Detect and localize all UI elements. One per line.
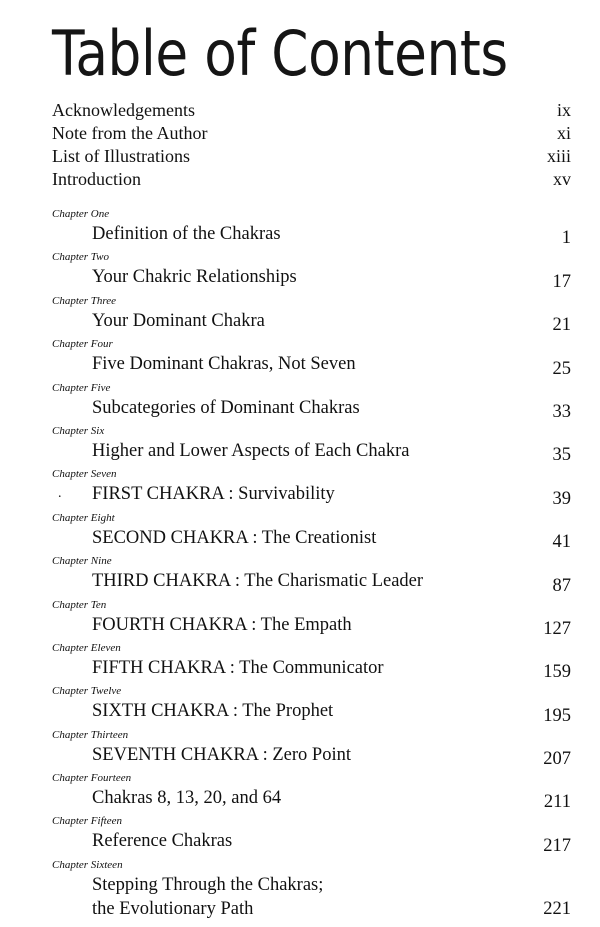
chapter-entry bbox=[52, 814, 571, 857]
chapter-entry bbox=[52, 771, 571, 814]
chapter-label: Chapter Thirteen bbox=[52, 728, 129, 741]
chapter-entry bbox=[52, 337, 571, 380]
entry-page: xi bbox=[556, 123, 571, 143]
entry-title: List of Illustrations bbox=[52, 146, 190, 166]
chapter-entry bbox=[52, 294, 571, 337]
chapter-entry bbox=[52, 728, 571, 771]
chapter-page: 207 bbox=[543, 749, 571, 770]
chapter-page: 41 bbox=[552, 532, 571, 553]
chapter-label: Chapter Eight bbox=[52, 511, 115, 524]
chapter-title: Your Chakric Relationships bbox=[92, 267, 297, 288]
chapter-label: Chapter Seven bbox=[52, 468, 117, 481]
entry-page: xv bbox=[553, 169, 571, 189]
entry-title: Note from the Author bbox=[52, 123, 208, 143]
chapter-label: Chapter Fifteen bbox=[52, 815, 122, 828]
stray-dot: . bbox=[58, 486, 62, 502]
chapter-list bbox=[52, 207, 571, 921]
chapter-title: FIFTH CHAKRA : The Communicator bbox=[92, 657, 384, 678]
chapter-page: 17 bbox=[552, 271, 571, 292]
chapter-title: Stepping Through the Chakras; the Evolutionary Path bbox=[92, 874, 324, 919]
chapter-title: SEVENTH CHAKRA : Zero Point bbox=[92, 744, 351, 765]
chapter-page: 35 bbox=[552, 445, 571, 466]
chapter-label: Chapter Eleven bbox=[52, 641, 121, 654]
chapter-label: Chapter Five bbox=[52, 381, 111, 394]
chapter-title: THIRD CHAKRA : The Charismatic Leader bbox=[92, 571, 424, 592]
front-matter-entry bbox=[52, 99, 571, 122]
chapter-entry bbox=[52, 684, 571, 727]
chapter-label: Chapter Three bbox=[52, 294, 117, 307]
chapter-title: Your Dominant Chakra bbox=[92, 310, 265, 331]
chapter-label: Chapter Twelve bbox=[52, 685, 122, 698]
chapter-page: 127 bbox=[543, 618, 571, 639]
chapter-title: SECOND CHAKRA : The Creationist bbox=[92, 527, 377, 548]
chapter-page: 1 bbox=[561, 228, 571, 249]
chapter-entry bbox=[52, 250, 571, 293]
chapter-entry bbox=[52, 511, 571, 554]
chapter-title: Reference Chakras bbox=[92, 831, 233, 852]
chapter-label: Chapter Sixteen bbox=[52, 858, 123, 871]
chapter-title: FIRST CHAKRA : Survivability bbox=[92, 484, 335, 505]
chapter-entry bbox=[52, 598, 571, 641]
chapter-page: 195 bbox=[543, 705, 571, 726]
chapter-page: 39 bbox=[552, 488, 571, 509]
page-title: Table of Contents bbox=[52, 17, 508, 90]
chapter-entry bbox=[52, 554, 571, 597]
chapter-label: Chapter Fourteen bbox=[52, 772, 132, 785]
entry-page: ix bbox=[556, 100, 571, 120]
chapter-page: 211 bbox=[543, 792, 571, 813]
chapter-label: Chapter Two bbox=[52, 251, 109, 264]
chapter-page: 33 bbox=[552, 401, 571, 422]
chapter-page: 21 bbox=[552, 315, 571, 336]
chapter-page: 159 bbox=[543, 662, 571, 683]
chapter-page: 217 bbox=[543, 835, 571, 856]
chapter-title: Definition of the Chakras bbox=[92, 224, 281, 244]
chapter-label: Chapter One bbox=[52, 208, 110, 220]
chapter-entry bbox=[52, 381, 571, 424]
front-matter-entry bbox=[52, 145, 571, 168]
chapter-entry bbox=[52, 424, 571, 467]
chapter-title: Higher and Lower Aspects of Each Chakra bbox=[92, 440, 410, 461]
chapter-title: Five Dominant Chakras, Not Seven bbox=[92, 354, 356, 375]
chapter-title: Chakras 8, 13, 20, and 64 bbox=[92, 788, 282, 809]
chapter-page: 25 bbox=[552, 358, 571, 379]
chapter-entry bbox=[52, 207, 571, 250]
front-matter-entry bbox=[52, 122, 571, 145]
chapter-entry bbox=[52, 467, 571, 510]
entry-title: Acknowledgements bbox=[52, 100, 195, 120]
chapter-entry bbox=[52, 641, 571, 684]
front-matter-entry bbox=[52, 168, 571, 191]
entry-page: xiii bbox=[546, 146, 571, 166]
chapter-title: FOURTH CHAKRA : The Empath bbox=[92, 614, 352, 635]
chapter-entry bbox=[52, 858, 571, 921]
chapter-label: Chapter Nine bbox=[52, 555, 112, 568]
entry-title: Introduction bbox=[52, 169, 141, 189]
chapter-label: Chapter Four bbox=[52, 338, 113, 351]
chapter-page: 87 bbox=[552, 575, 571, 596]
chapter-page: 221 bbox=[543, 898, 571, 919]
chapter-label: Chapter Six bbox=[52, 424, 105, 437]
chapter-label: Chapter Ten bbox=[52, 598, 107, 611]
front-matter-list bbox=[52, 99, 571, 191]
chapter-title: Subcategories of Dominant Chakras bbox=[92, 397, 360, 418]
chapter-title: SIXTH CHAKRA : The Prophet bbox=[92, 701, 334, 722]
